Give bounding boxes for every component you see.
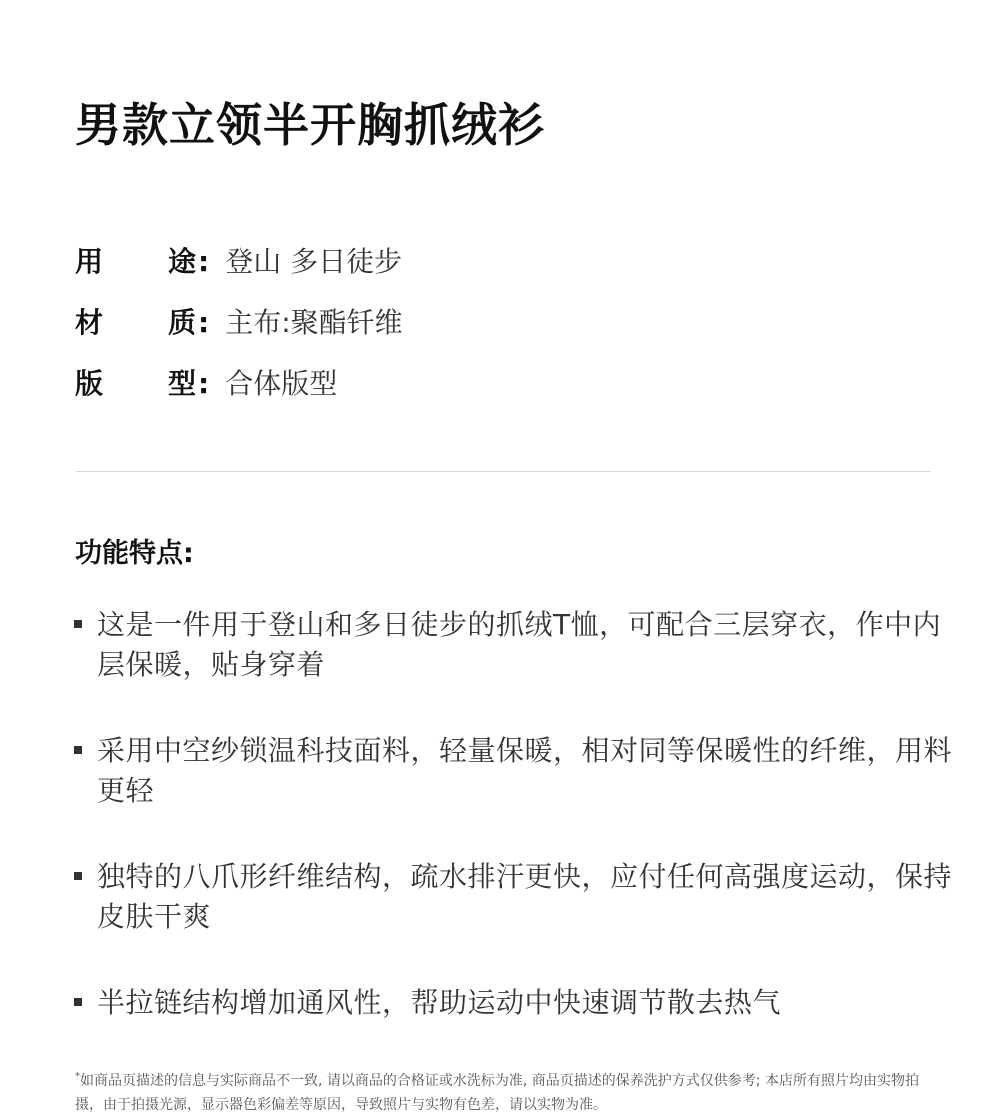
square-bullet-icon xyxy=(74,998,82,1006)
footnote-asterisk: * xyxy=(75,1071,80,1082)
spec-colon: : xyxy=(198,305,210,339)
feature-text: 这是一件用于登山和多日徒步的抓绒T恤，可配合三层穿衣，作中内层保暖，贴身穿着 xyxy=(97,608,942,681)
spec-key xyxy=(75,303,196,343)
spec-colon: : xyxy=(198,244,210,278)
feature-text: 独特的八爪形纤维结构，疏水排汗更快，应付任何高强度运动，保持皮肤干爽 xyxy=(97,860,953,933)
square-bullet-icon xyxy=(74,746,82,754)
feature-item xyxy=(72,983,952,1023)
feature-list xyxy=(72,605,952,1023)
feature-text: 半拉链结构增加通风性，帮助运动中快速调节散去热气 xyxy=(97,986,782,1019)
feature-item xyxy=(72,605,952,685)
feature-text: 采用中空纱锁温科技面料，轻量保暖，相对同等保暖性的纤维，用料更轻 xyxy=(97,734,953,807)
spec-list xyxy=(75,231,935,414)
footnote-text: 如商品页描述的信息与实际商品不一致, 请以商品的合格证或水洗标为准, 商品页描述的保养洗护方式仅供参考; 本店所有照片均由实物拍摄，由于拍摄光源，显示器色彩偏差等原因，导致照片与实物有色差，请以实物为准。 xyxy=(75,1073,919,1113)
spec-key-char: 型 xyxy=(167,366,196,400)
spec-key-char: 用 xyxy=(75,244,104,278)
spec-value-material: 主布:聚酯钎维 xyxy=(225,305,403,339)
spec-key-char: 质 xyxy=(167,305,196,339)
feature-item xyxy=(72,857,952,937)
spec-key xyxy=(75,242,196,282)
spec-key-char: 途 xyxy=(167,244,196,278)
spec-key-char: 材 xyxy=(75,305,104,339)
spec-value-fit: 合体版型 xyxy=(225,366,338,400)
square-bullet-icon xyxy=(74,620,82,628)
spec-value-usage: 登山 多日徒步 xyxy=(225,244,403,278)
square-bullet-icon xyxy=(74,872,82,880)
product-title: 男款立领半开胸抓绒衫 xyxy=(75,98,545,152)
features-heading: 功能特点: xyxy=(75,538,194,569)
spec-row-fit xyxy=(75,353,935,414)
spec-key xyxy=(75,364,196,404)
spec-row-usage xyxy=(75,231,935,292)
disclaimer-footnote xyxy=(75,1069,945,1117)
spec-colon: : xyxy=(198,366,210,400)
feature-item xyxy=(72,731,952,811)
spec-row-material xyxy=(75,292,935,353)
section-divider xyxy=(76,471,931,472)
spec-key-char: 版 xyxy=(75,366,104,400)
